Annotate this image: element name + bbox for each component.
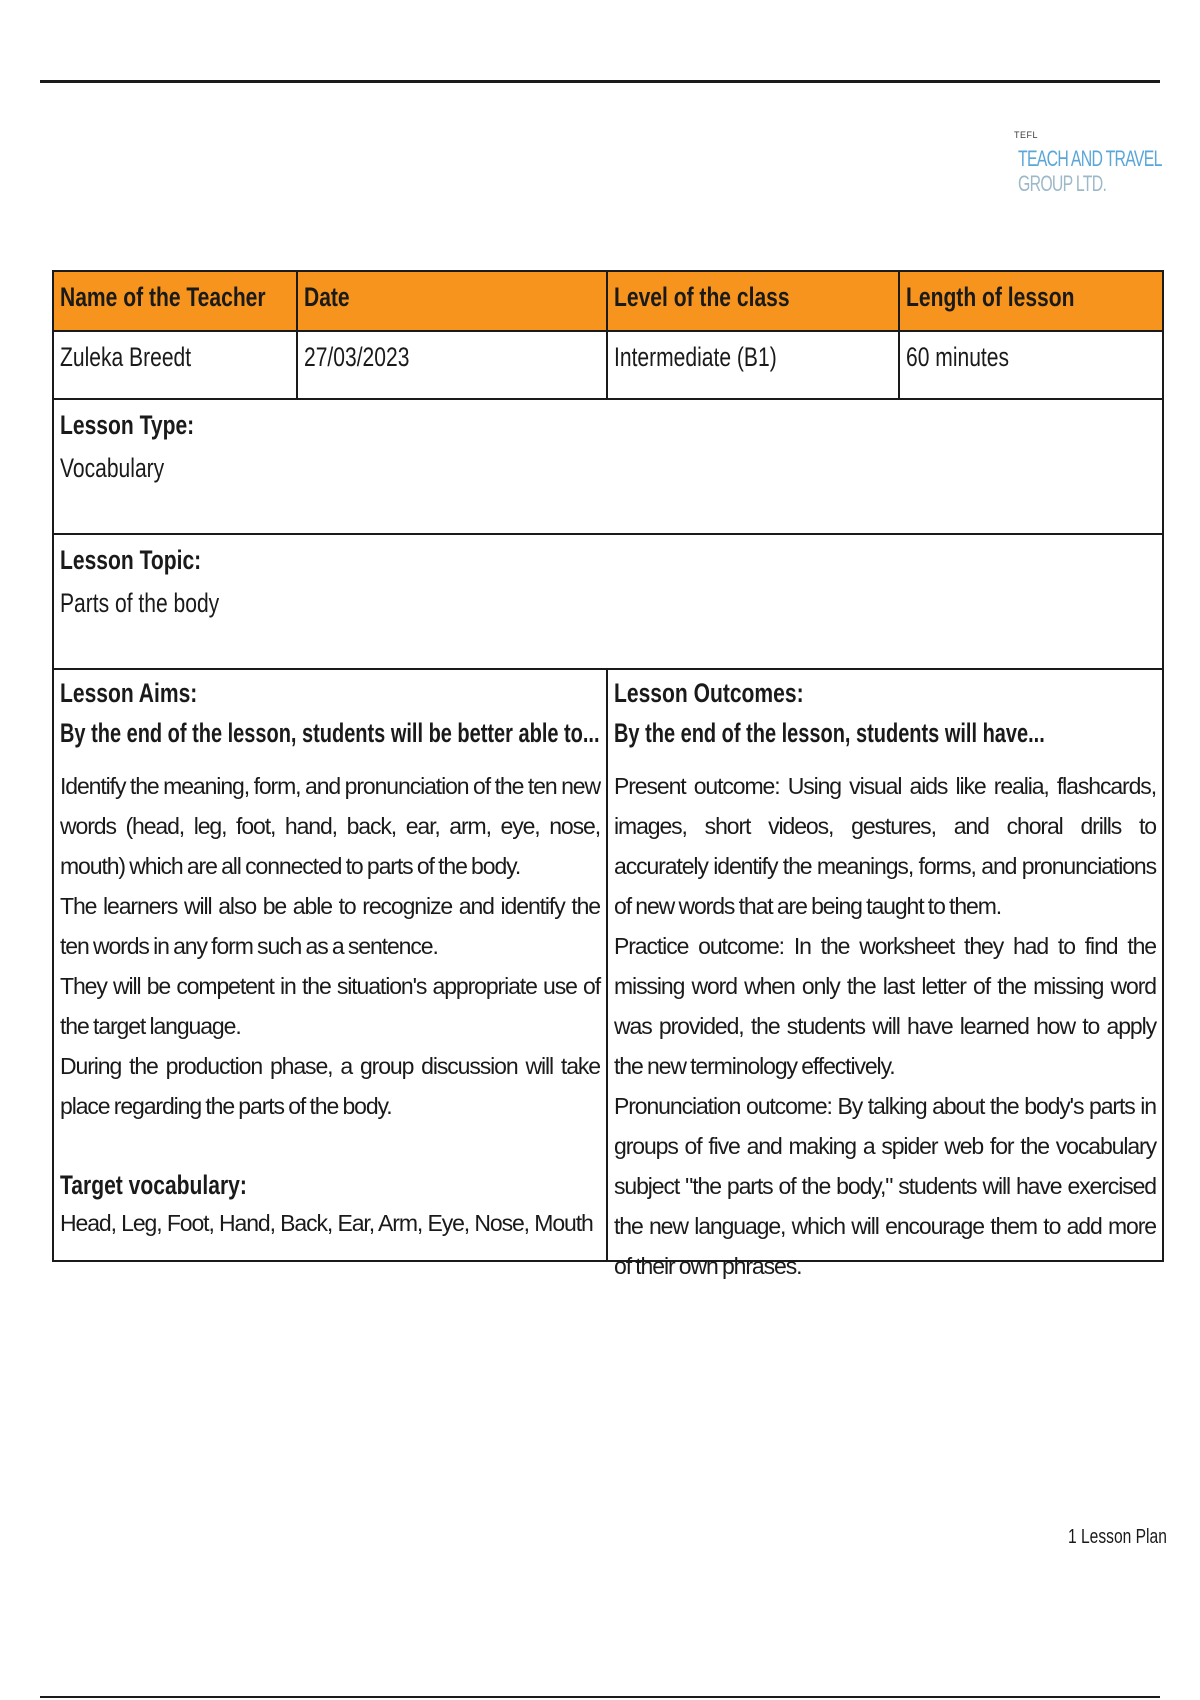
aims-paragraph: During the production phase, a group discussion will take place regarding the parts of the body. xyxy=(60,1053,600,1119)
logo-line-2: GROUP LTD. xyxy=(1018,171,1107,196)
header-row xyxy=(54,272,1162,332)
teacher-header-cell xyxy=(54,272,298,330)
lesson-topic-value: Parts of the body xyxy=(60,588,220,618)
date-value-cell xyxy=(298,332,608,398)
lesson-aims-title: Lesson Aims: xyxy=(60,678,198,708)
lesson-type-value: Vocabulary xyxy=(60,453,165,483)
date-value: 27/03/2023 xyxy=(304,342,410,372)
level-value-cell xyxy=(608,332,900,398)
lesson-topic-label: Lesson Topic: xyxy=(60,545,202,575)
lesson-aims-column xyxy=(54,670,608,1260)
level-header-cell xyxy=(608,272,900,330)
length-header: Length of lesson xyxy=(906,282,1075,312)
aims-paragraph: They will be competent in the situation's appropriate use of the target language. xyxy=(60,973,600,1039)
top-rule xyxy=(40,80,1160,83)
target-vocabulary-list: Head, Leg, Foot, Hand, Back, Ear, Arm, Eye, Nose, Mouth xyxy=(60,1210,593,1236)
outcomes-paragraph: Present outcome: Using visual aids like realia, flashcards, images, short videos, gestures, and choral drills to accurately identify the meanings, forms, and pronunciations of new words that are being taught to them. xyxy=(614,773,1156,919)
aims-outcomes-section xyxy=(54,670,1162,1279)
page-footer-label xyxy=(1068,1526,1195,1549)
level-value: Intermediate (B1) xyxy=(614,342,777,372)
lesson-outcomes-subtitle: By the end of the lesson, students will have... xyxy=(614,718,1045,748)
length-value-cell xyxy=(900,332,1162,398)
lesson-type-label: Lesson Type: xyxy=(60,410,195,440)
page-footer-text: 1 Lesson Plan xyxy=(1068,1526,1167,1548)
logo-line-1: TEACH AND TRAVEL xyxy=(1018,146,1162,171)
date-header: Date xyxy=(304,282,350,312)
length-value: 60 minutes xyxy=(906,342,1010,372)
logo-tagline: TEFL xyxy=(1014,130,1039,140)
lesson-outcomes-title: Lesson Outcomes: xyxy=(614,678,804,708)
outcomes-paragraph: Pronunciation outcome: By talking about the body's parts in groups of five and making a spider web for the vocabulary subject "the parts of the body," students will have exercised the new language, which will encourage them to add more of their own phrases. xyxy=(614,1093,1156,1279)
target-vocabulary-title: Target vocabulary: xyxy=(60,1170,247,1200)
company-logo xyxy=(1014,130,1162,196)
bottom-rule xyxy=(40,1696,1160,1698)
aims-paragraph: The learners will also be able to recognize and identify the ten words in any form such as a sentence. xyxy=(60,893,600,959)
teacher-value: Zuleka Breedt xyxy=(60,342,192,372)
lesson-type-section xyxy=(54,400,1162,535)
teacher-value-cell xyxy=(54,332,298,398)
lesson-outcomes-column xyxy=(608,670,1162,1279)
outcomes-paragraph: Practice outcome: In the worksheet they had to find the missing word when only the last letter of the missing word was provided, the students will have learned how to apply the new terminology effectively. xyxy=(614,933,1156,1079)
date-header-cell xyxy=(298,272,608,330)
lesson-topic-section xyxy=(54,535,1162,670)
aims-paragraph: Identify the meaning, form, and pronunciation of the ten new words (head, leg, foot, hand, back, ear, arm, eye, nose, mouth) which are all connected to parts of the body. xyxy=(60,773,600,879)
length-header-cell xyxy=(900,272,1162,330)
lesson-aims-subtitle: By the end of the lesson, students will be better able to... xyxy=(60,718,600,748)
values-row xyxy=(54,332,1162,400)
lesson-plan-table xyxy=(52,270,1164,1279)
teacher-header: Name of the Teacher xyxy=(60,282,266,312)
level-header: Level of the class xyxy=(614,282,790,312)
